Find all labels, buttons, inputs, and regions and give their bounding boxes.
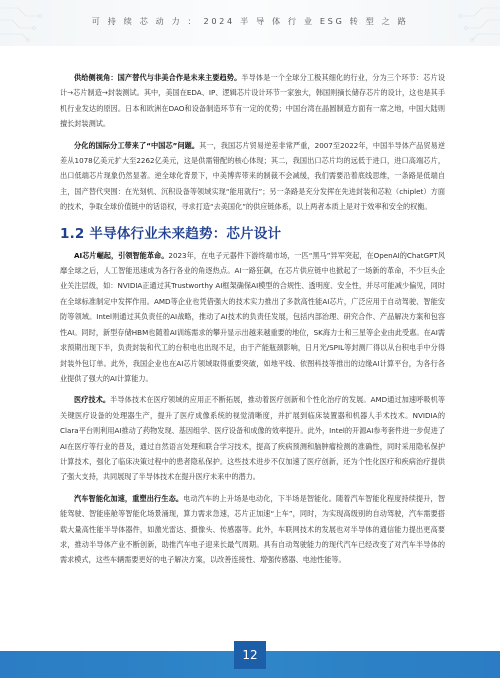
- paragraph-medical-tech: [60, 392, 445, 484]
- paragraph-lead: 汽车智能化加速，重塑出行生态。: [74, 493, 184, 503]
- page-header: [0, 0, 500, 58]
- paragraph-supply-side: [60, 70, 445, 132]
- header-title: 可 持 续 芯 动 力 ： 2024 半 导 体 行 业 ESG 转 型 之 路: [91, 16, 409, 26]
- paragraph-lead: AI芯片崛起，引领智能革命。: [74, 250, 169, 260]
- paragraph-lead: 供给侧视角：国产替代与非美合作是未来主要趋势。: [74, 73, 242, 82]
- paragraph-text: 半导体是一个全球分工极其细化的行业，分为三个环节：芯片设计→芯片制造→封装测试。其中，美国在EDA、IP、逻辑芯片设计环节一家独大，韩国则摘长储存芯片的设计，这也是其手机行业发达的原因。日本和欧洲在DAO和设备制造环节有一定的优势；中国台湾在晶圆制造方面有一席之地，中国大陆则擅长封装测试。: [60, 73, 445, 129]
- paragraph-china-chip: [60, 138, 445, 215]
- paragraph-ai-chips: [60, 248, 445, 387]
- main-content: [60, 70, 445, 574]
- paragraph-lead: 医疗技术。: [74, 395, 111, 405]
- paragraph-lead: 分化的国际分工带来了“中国芯”问题。: [74, 140, 200, 150]
- paragraph-text: 电动汽车的上升场是电动化，下半场是智能化。随着汽车智能化程度持续提升，智能驾驶、智能座舱等智能化场景涌现，算力需求急速，芯片正加速“上车”，同时，为实现高级别的自动驾驶，汽车需要搭载大量高性能半导体器件，如激光雷达、摄像头、传感器等。此外，车联网技术的发展也对半导体的通信能力提出更高要求，推动半导体产业不断创新，助推汽车电子迎来长最气周期。具有自动驾驶能力的现代汽车已经改变了对汽车半导体的需求模式，这些车辆需要更好的电子解决方案，以改善连接性、增强传感器、电池性能等。: [60, 493, 445, 565]
- paragraph-text: 其一，我国芯片贸易逆差非常严重，2007至2022年，中国半导体产品贸易逆差从1078亿美元扩大至2262亿美元，这是供需错配的核心体现；其二，我国出口芯片均的远低于进口，进口高端芯片，出口低端芯片现象仍然显著。逆全球化背景下，中美博弈带来的制裁不会减缓，我们需要沿着底线思维，一条路是低端自主，国产替代突围：在光刻机、沉积设备等领域实现“能用就行”；另一条路是充分发挥在先进封装和芯粒（chiplet）方面的技术，争取全球价值链中的话语权，寻求打造“去美国化”的供应链体系，以上两者本质上是对于效率和安全的权衡。: [60, 140, 445, 212]
- paragraph-text: 半导体技术在医疗领域的应用正不断拓展，推动着医疗创新和个性化治疗的发展。AMD通过加速呼吸机等关键医疗设备的处理器生产，提升了医疗成像系统的视觉清晰度，并扩展到临床装置器和机器人手术技术。NVIDIA的Clara平台则利用AI推动了药物发现、基因组学、医疗设备和成像的效率提升。此外，Intel的开源AI参考套件进一步促进了AI在医疗等行业的普及，通过自然语言处理和联合学习技术，提高了疾病预测和脑肿瘤检测的准确性，同时采用隐私保护计算技术，强化了临床决策过程中的患者隐私保护。这些技术进步不仅加速了医疗创新，还为个性化医疗和疾病治疗提供了强大支持，共同展现了半导体技术在提升医疗未来中的潜力。: [60, 395, 445, 482]
- page-number: 12: [234, 641, 266, 669]
- paragraph-text: 2023年，在电子元器件下游终端市场，一匹“黑马”异军突起，在OpenAI的ChatGPT风靡全球之后，人工智能迅速成为各行各业的角逐热点。AI一路狂飙，在芯片供应链中也掀起了一场新的革命，不少巨头企业关注层级，如：NVIDIA正通过其Trustworthy AI框架确保AI模型的合规性、透明度、安全性，并尽可能减少偏见，同时在全球标准制定中发挥作用。AMD等企业也凭借强大的技术实力推出了多款高性能AI芯片，广泛应用于自动驾驶、智能安防等领域。Intel则通过其负责任的AI战略，推动了AI技术的负责任发展，包括内部治理、研究合作、产品解决方案和包容性AI。同时，新型存储HBM也随着AI训练需求的攀升显示出越来越重要的地位，SK海力士和三星等企业由此受惠。在AI需求预期出现下半，负责封装和代工的台积电也出现不足，由于产能瓶颈影响，日月光/SPIL等封测厂得以从台积电手中分得封装外包订单。此外，我国企业也在AI芯片领域取得重要突破，如地平线、依图科技等推出的边缘AI计算平台，为各行各业提供了强大的AI计算能力。: [60, 250, 445, 383]
- paragraph-automotive: [60, 491, 445, 568]
- section-heading: 1.2 半导体行业未来趋势：芯片设计: [60, 225, 282, 242]
